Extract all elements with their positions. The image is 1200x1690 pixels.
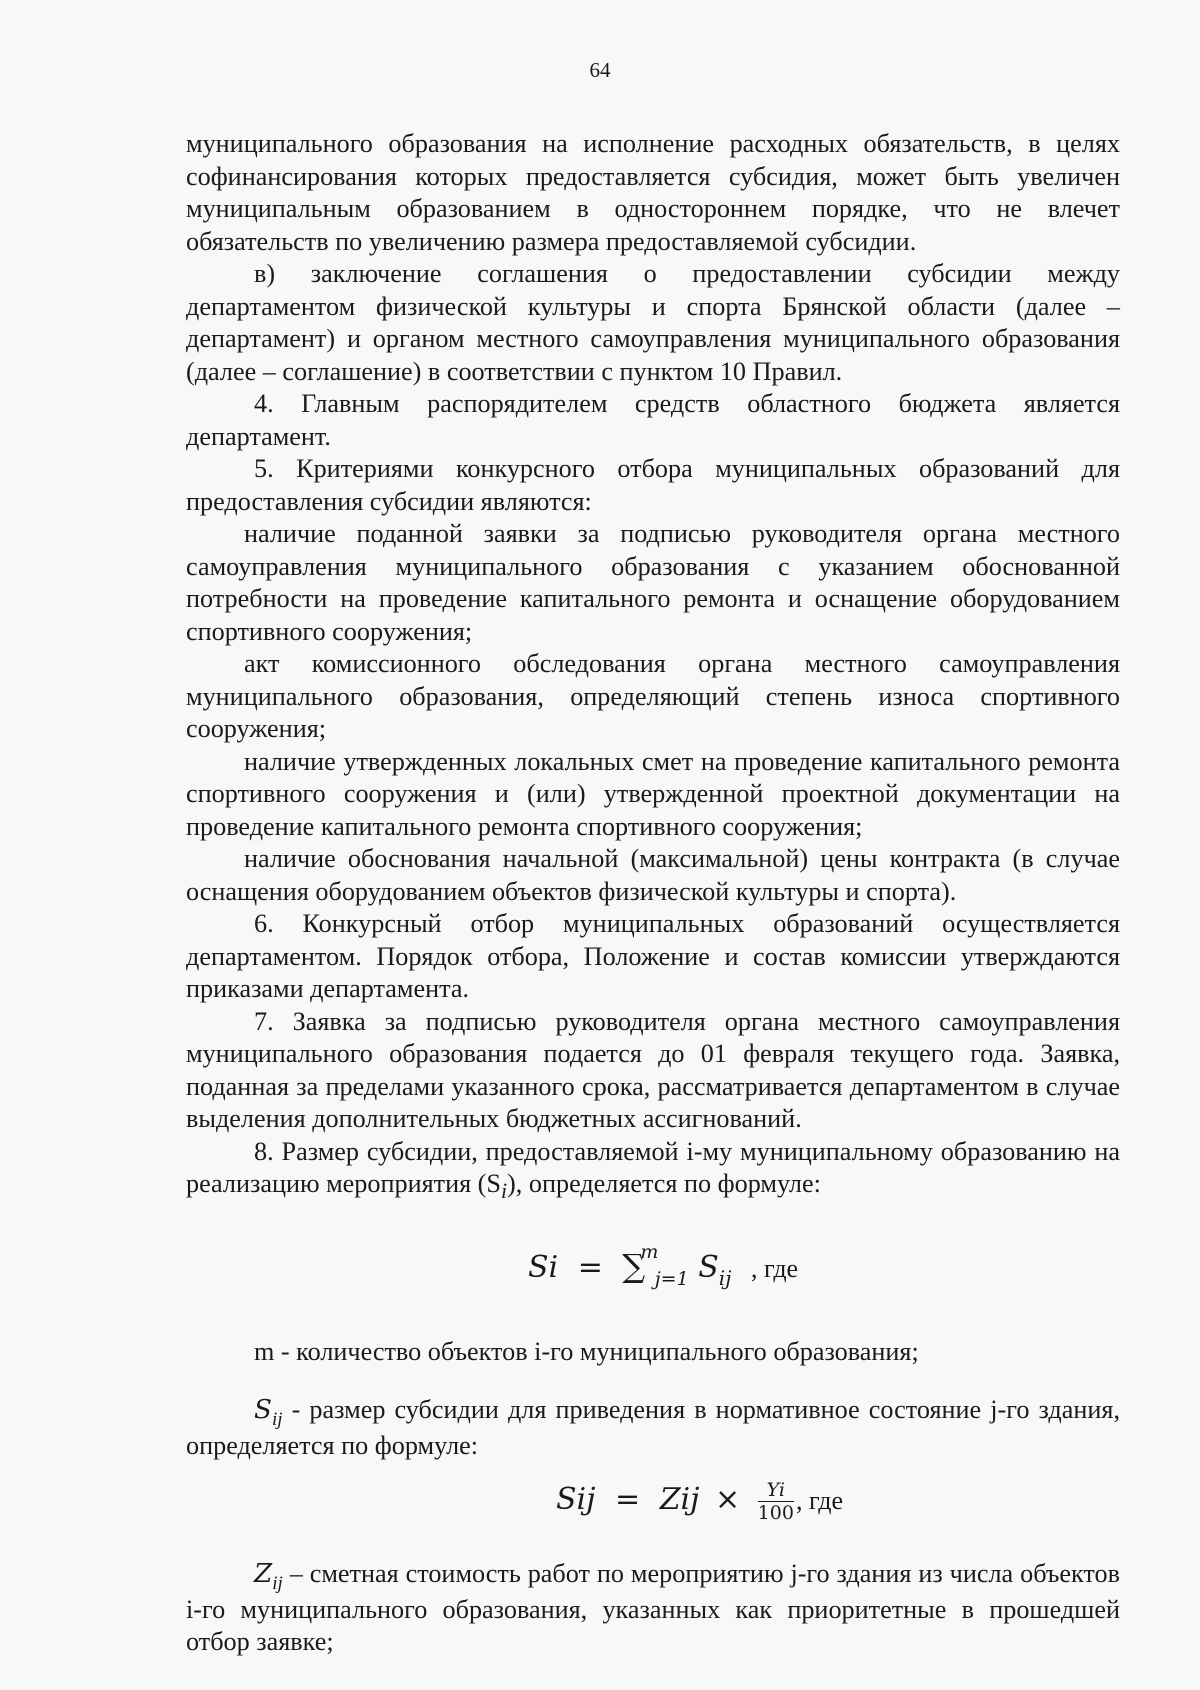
paragraph: 5. Критериями конкурсного отбора муниципальных образований для предоставления субсидии являются: [186, 454, 1120, 516]
paragraph: m - количество объектов i-го муниципального образования; [254, 1336, 919, 1366]
formula-where: , где [750, 1253, 799, 1283]
paragraph: наличие обоснования начальной (максимальной) цены контракта (в случае оснащения оборудованием объектов физической культуры и спорта). [186, 844, 1120, 906]
formula-term: S [698, 1249, 719, 1285]
page-number: 64 [589, 58, 611, 82]
formula-where: , где [795, 1486, 844, 1516]
subscript: i [500, 1179, 508, 1204]
paragraph [186, 1136, 1120, 1208]
paragraph-text: – сметная стоимость работ по мероприятию j-го здания из числа объектов i-го муниципального образования, указанных как приоритетные в прошедшей отбор заявке; [186, 1559, 1120, 1657]
sum-lower-limit: j=1 [654, 1267, 689, 1290]
paragraph: муниципального образования на исполнение расходных обязательств, в целях софинансирования которых предоставляется субсидия, может быть увеличен муниципальным образованием в одностороннем порядке, что не влечет обязательств по увеличению размера предоставляемой субсидии. [186, 129, 1120, 256]
fraction-denominator: 100 [757, 1501, 794, 1524]
paragraph-text: - размер субсидии для приведения в нормативное состояние j-го здания, определяется по формуле: [186, 1395, 1120, 1460]
sum-operator [622, 1240, 689, 1291]
formula-term-subscript: ij [718, 1265, 732, 1290]
paragraph: наличие утвержденных локальных смет на проведение капитального ремонта спортивного сооружения и (или) утвержденной проектной документации на проведение капитального ремонта спортивного сооружения; [186, 746, 1120, 841]
paragraph [186, 1394, 1120, 1462]
paragraph [186, 1558, 1120, 1659]
fraction [758, 1479, 794, 1524]
paragraph: 6. Конкурсный отбор муниципальных образований осуществляется департаментом. Порядок отбора, Положение и состав комиссии утверждаются приказами департамента. [186, 909, 1120, 1003]
sum-symbol: ∑ [622, 1246, 646, 1285]
document-body [186, 128, 1120, 1659]
fraction-numerator: Yi [758, 1479, 794, 1502]
paragraph: 4. Главным распорядителем средств областного бюджета является департамент. [186, 389, 1120, 451]
formula-equals: = [615, 1482, 641, 1518]
paragraph-text: 8. Размер субсидии, предоставляемой i-му муниципальному образованию на реализацию мероприятия (S [186, 1136, 1120, 1198]
formula-lhs: Si [528, 1249, 559, 1285]
formula-equals: = [577, 1249, 603, 1285]
sum-upper-limit: m [640, 1240, 659, 1263]
formula-sum [186, 1240, 1120, 1302]
variable-subscript: ij [271, 1409, 283, 1431]
paragraph: в) заключение соглашения о предоставлении субсидии между департаментом физической культуры и спорта Брянской области (далее – департамент) и органом местного самоуправления муниципального образования (далее – соглашение) в соответствии с пунктом 10 Правил. [186, 259, 1120, 386]
formula-lhs: Sij [556, 1482, 596, 1518]
formula-rhs: Zij [659, 1482, 700, 1518]
formula-times: × [714, 1482, 741, 1518]
paragraph-text: ), определяется по формуле: [507, 1169, 821, 1198]
variable: S [254, 1395, 272, 1426]
formula-product [186, 1468, 1120, 1532]
paragraph: 7. Заявка за подписью руководителя органа местного самоуправления муниципального образования подается до 01 февраля текущего года. Заявка, поданная за пределами указанного срока, рассматривается департаментом в случае выделения дополнительных бюджетных ассигнований. [186, 1006, 1120, 1133]
variable: Z [254, 1559, 273, 1590]
paragraph: акт комиссионного обследования органа местного самоуправления муниципального образования, определяющий степень износа спортивного сооружения; [186, 649, 1120, 743]
paragraph: наличие поданной заявки за подписью руководителя органа местного самоуправления муниципального образования с указанием обоснованной потребности на проведение капитального ремонта и оснащение оборудованием спортивного сооружения; [186, 519, 1120, 646]
variable-subscript: ij [272, 1573, 283, 1595]
